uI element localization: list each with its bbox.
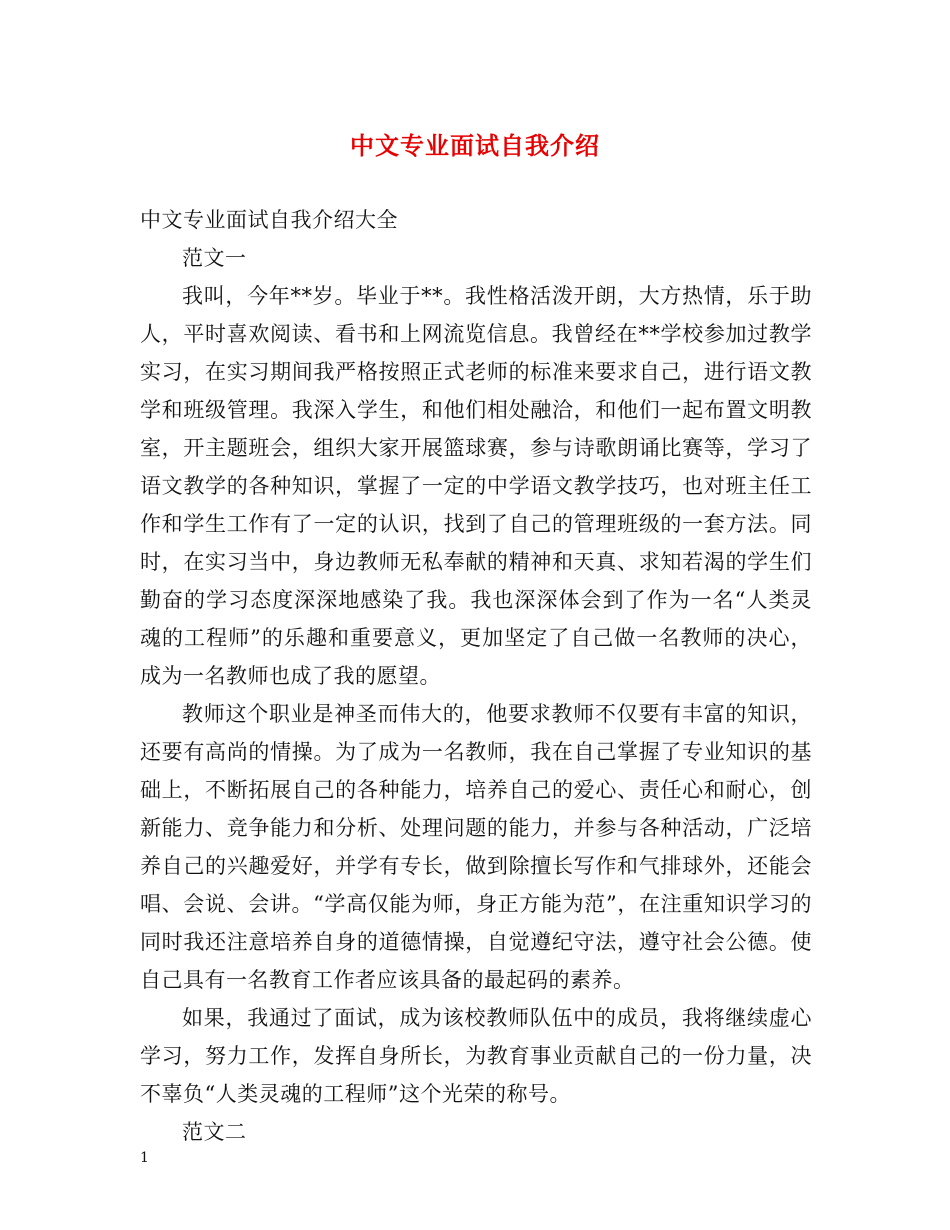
body-paragraph: 教师这个职业是神圣而伟大的，他要求教师不仅要有丰富的知识，还要有高尚的情操。为了成为一名教师，我在自己掌握了专业知识的基础上，不断拓展自己的各种能力，培养自己的爱心、责任心和耐心，创新能力、竞争能力和分析、处理问题的能力，并参与各种活动，广泛培养自己的兴趣爱好，并学有专长，做到除擅长写作和气排球外，还能会唱、会说、会讲。“学高仅能为师，身正方能为范”，在注重知识学习的同时我还注意培养自身的道德情操，自觉遵纪守法，遵守社会公德。使自己具有一名教育工作者应该具备的最起码的素养。: [140, 702, 812, 992]
page-number: 1: [140, 1150, 149, 1166]
section-heading-sample-1: 范文一: [182, 246, 247, 270]
document-title: 中文专业面试自我介绍: [350, 131, 600, 160]
section-heading-sample-2: 范文二: [182, 1120, 247, 1144]
document-body: [140, 201, 812, 1151]
subtitle-paragraph: 中文专业面试自我介绍大全: [140, 208, 398, 232]
body-paragraph: 如果，我通过了面试，成为该校教师队伍中的成员，我将继续虚心学习，努力工作，发挥自身所长，为教育事业贡献自己的一份力量，决不辜负“人类灵魂的工程师”这个光荣的称号。: [140, 1006, 812, 1106]
body-paragraph: 我叫，今年**岁。毕业于**。我性格活泼开朗，大方热情，乐于助人，平时喜欢阅读、看书和上网流览信息。我曾经在**学校参加过教学实习，在实习期间我严格按照正式老师的标准来要求自己，进行语文教学和班级管理。我深入学生，和他们相处融洽，和他们一起布置文明教室，开主题班会，组织大家开展篮球赛，参与诗歌朗诵比赛等，学习了语文教学的各种知识，掌握了一定的中学语文教学技巧，也对班主任工作和学生工作有了一定的认识，找到了自己的管理班级的一套方法。同时，在实习当中，身边教师无私奉献的精神和天真、求知若渴的学生们勤奋的学习态度深深地感染了我。我也深深体会到了作为一名“人类灵魂的工程师”的乐趣和重要意义，更加坚定了自己做一名教师的决心，成为一名教师也成了我的愿望。: [140, 284, 812, 688]
